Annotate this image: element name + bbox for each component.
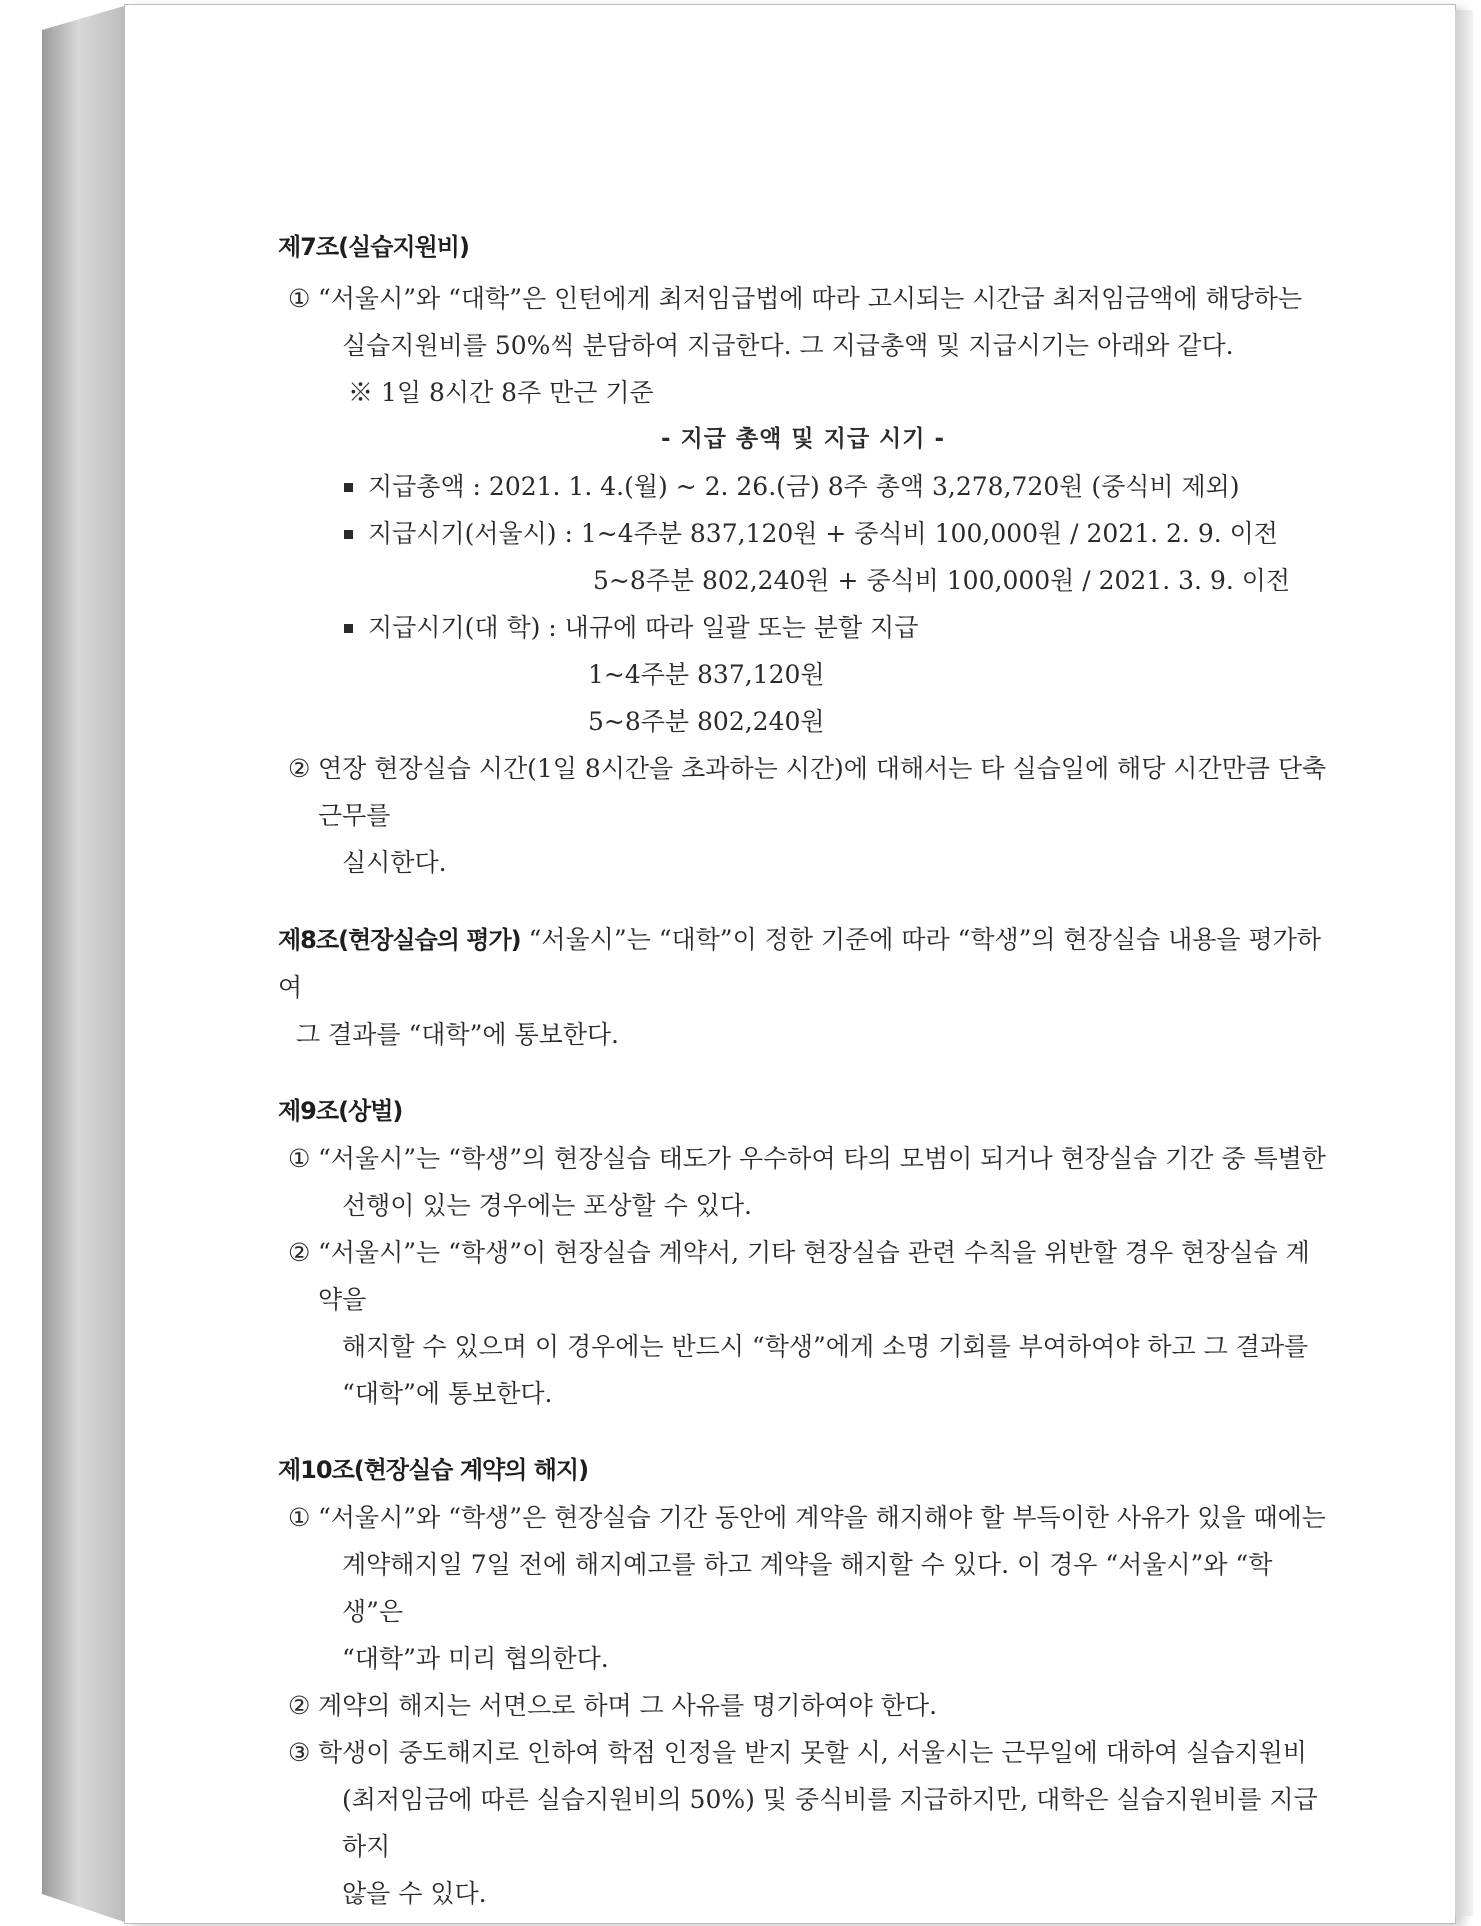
clause-line: 실시한다. — [342, 848, 447, 877]
clause-line: 해지할 수 있으며 이 경우에는 반드시 “학생”에게 소명 기회를 부여하여야 하고 그 결과를 — [342, 1332, 1309, 1361]
payment-seoul-item: 지급시기(서울시) : 1~4주분 837,120원 + 중식비 100,000원 / 2021. 2. 9. 이전 — [278, 510, 1328, 557]
clause-line: “대학”에 통보한다. — [342, 1379, 553, 1408]
article-8 — [278, 916, 1328, 1058]
clause-number: ② — [288, 754, 311, 783]
payment-univ-cont-1: 1~4주분 837,120원 — [588, 660, 825, 689]
square-bullet-icon — [344, 624, 353, 633]
clause-line: 연장 현장실습 시간(1일 8시간을 초과하는 시간)에 대해서는 타 실습일에 해당 시간만큼 단축근무를 — [318, 754, 1327, 830]
clause-line: 실습지원비를 50%씩 분담하여 지급한다. 그 지급총액 및 지급시기는 아래와 같다. — [342, 331, 1234, 360]
square-bullet-icon — [344, 483, 353, 492]
clause-line: 계약의 해지는 서면으로 하며 그 사유를 명기하여야 한다. — [318, 1691, 938, 1720]
article-7-title: 제7조(실습지원비) — [278, 233, 469, 261]
payment-univ-item: 지급시기(대 학) : 내규에 따라 일괄 또는 분할 지급 — [278, 604, 1328, 651]
page-edge — [1455, 10, 1473, 1916]
clause-number: ② — [288, 1691, 311, 1720]
book-spine — [42, 6, 124, 1922]
clause-line: “서울시”는 “학생”이 현장실습 계약서, 기타 현장실습 관련 수칙을 위반할 경우 현장실습 계약을 — [318, 1238, 1310, 1314]
clause-line: 않을 수 있다. — [342, 1879, 487, 1908]
article-9-clause-1 — [278, 1135, 1328, 1229]
payment-univ-cont-2: 5~8주분 802,240원 — [588, 707, 825, 736]
square-bullet-icon — [344, 530, 353, 539]
clause-line: “서울시”와 “대학”은 인턴에게 최저임급법에 따라 고시되는 시간급 최저임금액에 해당하는 — [318, 284, 1303, 313]
article-9-title: 제9조(상벌) — [278, 1097, 403, 1125]
article-8-text: “서울시”는 “대학”이 정한 기준에 따라 “학생”의 현장실습 내용을 평가하여 — [278, 925, 1321, 1002]
article-8-title: 제8조(현장실습의 평가) — [278, 926, 521, 954]
article-10-clause-2 — [278, 1682, 1328, 1729]
clause-line: “서울시”와 “학생”은 현장실습 기간 동안에 계약을 해지해야 할 부득이한 사유가 있을 때에는 — [318, 1503, 1326, 1532]
article-8-text-cont: 그 결과를 “대학”에 통보한다. — [296, 1020, 619, 1049]
clause-number: ① — [288, 284, 311, 313]
article-9-clause-2 — [278, 1229, 1328, 1417]
article-10-clause-3 — [278, 1729, 1328, 1917]
clause-line: 학생이 중도해지로 인하여 학점 인정을 받지 못할 시, 서울시는 근무일에 대하여 실습지원비 — [318, 1738, 1307, 1767]
clause-number: ② — [288, 1238, 311, 1267]
clause-number: ③ — [288, 1738, 311, 1767]
clause-line: (최저임금에 따른 실습지원비의 50%) 및 중식비를 지급하지만, 대학은 실습지원비를 지급하지 — [342, 1785, 1318, 1861]
standard-note: ※ 1일 8시간 8주 만근 기준 — [348, 378, 654, 407]
article-10-clause-1 — [278, 1494, 1328, 1682]
article-7-clause-2 — [278, 745, 1328, 886]
payment-heading: - 지급 총액 및 지급 시기 - — [660, 426, 946, 452]
clause-number: ① — [288, 1503, 311, 1532]
article-10-title: 제10조(현장실습 계약의 해지) — [278, 1456, 589, 1484]
document-content — [278, 224, 1328, 1917]
payment-seoul-cont: 5~8주분 802,240원 + 중식비 100,000원 / 2021. 3. 9. 이전 — [593, 566, 1291, 595]
clause-line: “서울시”는 “학생”의 현장실습 태도가 우수하여 타의 모범이 되거나 현장실습 기간 중 특별한 — [318, 1144, 1326, 1173]
payment-total-item: 지급총액 : 2021. 1. 4.(월) ~ 2. 26.(금) 8주 총액 3,278,720원 (중식비 제외) — [278, 463, 1328, 510]
clause-line: 선행이 있는 경우에는 포상할 수 있다. — [342, 1191, 752, 1220]
clause-line: 계약해지일 7일 전에 해지예고를 하고 계약을 해지할 수 있다. 이 경우 “서울시”와 “학생”은 — [342, 1550, 1273, 1626]
article-7-clause-1 — [278, 275, 1328, 369]
clause-number: ① — [288, 1144, 311, 1173]
clause-line: “대학”과 미리 협의한다. — [342, 1644, 609, 1673]
